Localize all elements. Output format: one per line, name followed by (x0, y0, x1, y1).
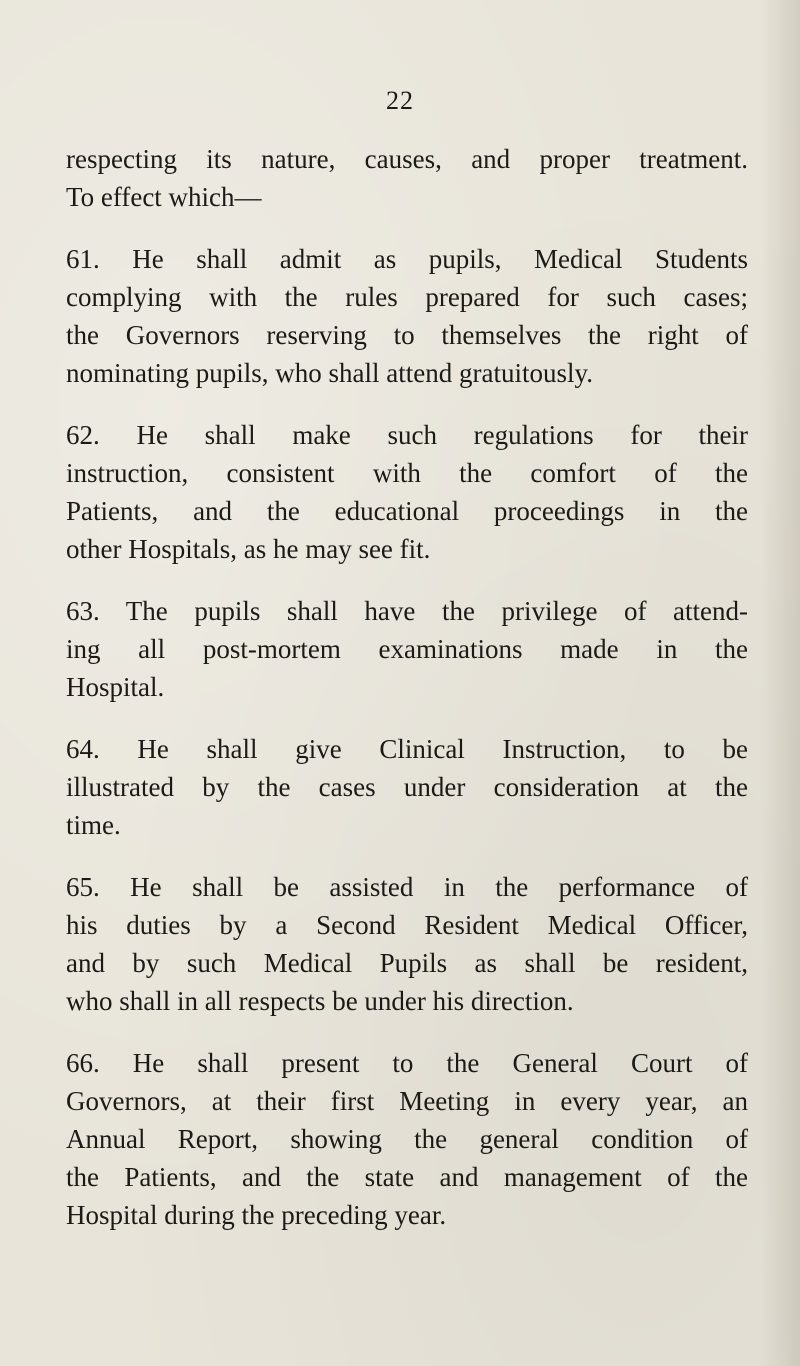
text-line: Patients, and the educational proceedings in the (66, 496, 748, 526)
text-line: ing all post-mortem examinations made in the (66, 634, 748, 664)
page-number: 22 (386, 86, 414, 115)
text-line: instruction, consistent with the comfort of the (66, 458, 748, 488)
text-line: the Governors reserving to themselves the right of (66, 320, 748, 350)
text-line: Hospital during the preceding year. (66, 1200, 447, 1230)
text-line: nominating pupils, who shall attend gratuitously. (66, 358, 593, 388)
paragraph-64 (66, 730, 748, 844)
text-line: and by such Medical Pupils as shall be resident, (66, 948, 748, 978)
paragraph-63 (66, 592, 748, 706)
text-line: respecting its nature, causes, and proper treatment. (66, 144, 748, 174)
text-line: 66. He shall present to the General Court of (66, 1048, 748, 1078)
text-line: other Hospitals, as he may see fit. (66, 534, 431, 564)
paragraph-66 (66, 1044, 748, 1234)
text-line: To effect which— (66, 182, 262, 212)
paragraph-62 (66, 416, 748, 568)
text-line: 62. He shall make such regulations for their (66, 420, 748, 450)
text-line: the Patients, and the state and management of the (66, 1162, 748, 1192)
text-line: complying with the rules prepared for such cases; (66, 282, 748, 312)
text-line: 61. He shall admit as pupils, Medical Students (66, 244, 748, 274)
text-line: 63. The pupils shall have the privilege of attend- (66, 596, 748, 626)
text-line: 65. He shall be assisted in the performance of (66, 872, 748, 902)
text-line: Annual Report, showing the general condition of (66, 1124, 748, 1154)
paragraph-65 (66, 868, 748, 1020)
body-text (66, 140, 748, 1258)
page-edge-shadow (760, 0, 800, 1366)
text-line: 64. He shall give Clinical Instruction, to be (66, 734, 748, 764)
text-line: time. (66, 810, 121, 840)
text-line: Governors, at their first Meeting in every year, an (66, 1086, 748, 1116)
text-line: Hospital. (66, 672, 165, 702)
paragraph-61 (66, 240, 748, 392)
text-line: illustrated by the cases under consideration at the (66, 772, 748, 802)
text-line: who shall in all respects be under his direction. (66, 986, 574, 1016)
intro-paragraph (66, 140, 748, 216)
text-line: his duties by a Second Resident Medical Officer, (66, 910, 748, 940)
